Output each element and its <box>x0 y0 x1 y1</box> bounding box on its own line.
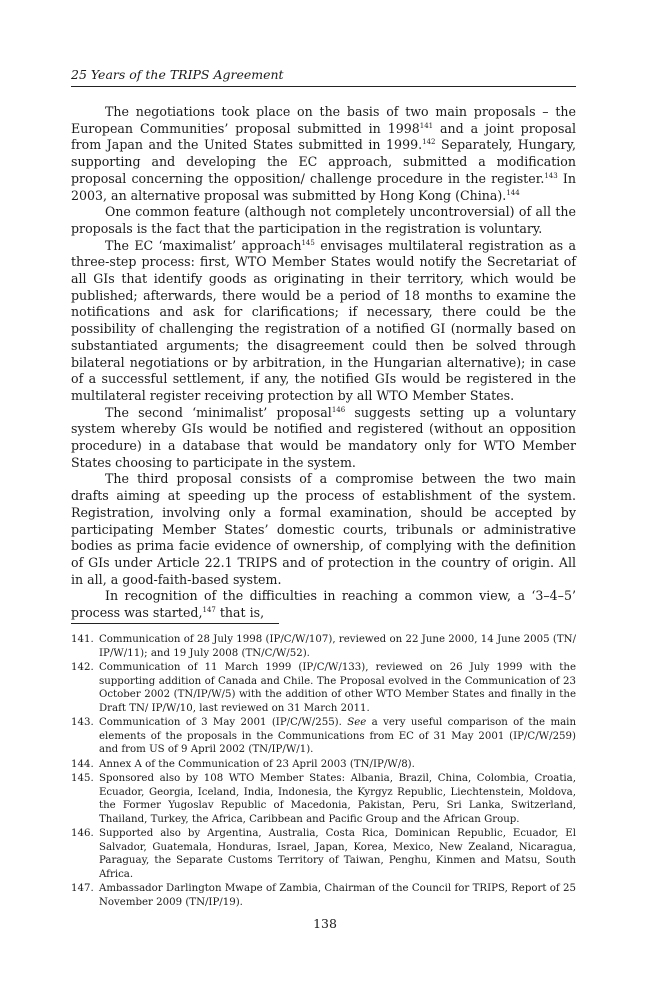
footnotes <box>71 633 576 910</box>
footnote-text <box>99 882 576 909</box>
paragraph <box>71 104 576 204</box>
text-run: The third proposal consists of a compromise between the two main drafts aiming at speeding up the process of establishment of the system. Registration, involving only a formal examination, should be accepted by participating Member States’ domestic courts, tribunals or administrative bodies as prima facie evidence of ownership, of complying with the definition of GIs under Article 22.1 TRIPS and of protection in the country of origin. All in all, a good-faith-based system. <box>71 471 576 587</box>
text-run: envisages multilateral registration as a three-step process: first, WTO Member States would notify the Secretariat of all GIs that identify goods as originating in their territory, which would be published; afterwards, there would be a period of 18 months to examine the notifications and ask for clarifications; if necessary, there could be the possibility of challenging the registration of a notified GI (normally based on substantiated arguments; the disagreement could then be solved through bilateral negotiations or by arbitration, in the Hungarian alternative); in case of a successful settlement, if any, the notified GIs would be registered in the multilateral register receiving protection by all WTO Member States. <box>71 237 577 403</box>
footnote <box>71 882 576 909</box>
text-run: Annex A of the Communication of 23 April 2003 (TN/IP/W/8). <box>99 758 415 770</box>
footnote-ref: 147 <box>202 606 216 615</box>
footnote-ref: 141 <box>419 121 434 130</box>
text-run: Communication of 11 March 1999 (IP/C/W/133), reviewed on 26 July 1999 with the supporting addition of Canada and Chile. The Proposal evolved in the Communication of 23 October 2002 (TN/IP/W/5) with the addition of other WTO Member States and finally in the Draft TN/ IP/W/10, last reviewed on 31 March 2011. <box>99 662 576 714</box>
page-number: 138 <box>313 916 337 931</box>
paragraph <box>71 588 576 621</box>
footnote-ref: 143 <box>544 171 558 180</box>
text-run: Supported also by Argentina, Australia, Costa Rica, Dominican Republic, Ecuador, El Salvador, Guatemala, Honduras, Israel, Japan, Korea, Mexico, New Zealand, Nicaragua, Paraguay, the Separate Customs Territory of Taiwan, Penghu, Kinmen and Matsu, South Africa. <box>99 828 576 880</box>
italic-text: See <box>347 717 367 728</box>
footnote-number: 147. <box>71 883 94 894</box>
text-run: Communication of 3 May 2001 (IP/C/W/255). <box>99 717 348 728</box>
footnote-text <box>99 661 576 715</box>
footnote-text <box>99 633 576 660</box>
paragraph <box>71 238 576 405</box>
footnote <box>71 758 576 772</box>
text-run: that is, <box>215 605 265 621</box>
footnote <box>71 772 576 826</box>
footnote-number: 141. <box>71 634 94 645</box>
footnote-ref: 144 <box>506 188 520 197</box>
footnote-ref: 146 <box>331 405 346 414</box>
text-run: The EC ‘maximalist’ approach <box>105 237 302 253</box>
footnote <box>71 827 576 881</box>
footnote-text <box>99 772 576 826</box>
running-head: 25 Years of the TRIPS Agreement <box>71 67 576 87</box>
text-run: Sponsored also by 108 WTO Member States: Albania, Brazil, China, Colombia, Croatia, Ecuador, Georgia, Iceland, India, Indonesia, the Kyrgyz Republic, Liechtenstein, Moldova, the Former Yugoslav Republic of Macedonia, Pakistan, Peru, Sri Lanka, Switzerland, Thailand, Turkey, the Africa, Caribbean and Pacific Group and the African Group. <box>99 773 576 825</box>
text-run: The negotiations took place on the basis of two main proposals – the European Communities’ proposal submitted in 1998 <box>71 104 576 136</box>
text-run: suggests setting up a voluntary system whereby GIs would be notified and registered (without an opposition procedure) in a database that would be mandatory only for WTO Member States choosing to participate in the system. <box>71 404 576 470</box>
text-run: One common feature (although not completely uncontroversial) of all the proposals is the fact that the participation in the registration is voluntary. <box>71 204 576 236</box>
footnote <box>71 661 576 715</box>
footnote-ref: 142 <box>422 138 436 147</box>
footnote <box>71 716 576 757</box>
body-text <box>71 104 576 622</box>
text-run: Separately, Hungary, supporting and developing the EC approach, submitted a modification proposal concerning the opposition/ challenge procedure in the register. <box>71 137 576 186</box>
text-run: Communication of 28 July 1998 (IP/C/W/107), reviewed on 22 June 2000, 14 June 2005 (TN/ IP/W/11); and 19 July 2008 (TN/C/W/52). <box>99 634 576 659</box>
text-run: In 2003, an alternative proposal was submitted by Hong Kong (China). <box>71 170 576 203</box>
footnote-number: 144. <box>71 758 94 770</box>
footnote-number: 142. <box>71 662 94 673</box>
footnote-text <box>99 827 576 881</box>
text-run: and a joint proposal from Japan and the United States submitted in 1999. <box>71 120 576 153</box>
footnote-number: 143. <box>71 717 94 728</box>
footnote-number: 146. <box>71 828 94 839</box>
text-run: The second ‘minimalist’ proposal <box>105 404 332 420</box>
footnote <box>71 633 576 660</box>
footnote-ref: 145 <box>301 238 315 247</box>
text-run: a very useful comparison of the main elements of the proposals in the Communications from EC of 31 May 2001 (IP/C/W/259) and from US of 9 April 2002 (TN/IP/W/1). <box>99 717 576 755</box>
footnote-divider <box>71 623 279 624</box>
footnote-number: 145. <box>71 773 94 784</box>
paragraph <box>71 204 576 237</box>
paragraph <box>71 405 576 472</box>
text-run: Ambassador Darlington Mwape of Zambia, Chairman of the Council for TRIPS, Report of 25 November 2009 (TN/IP/19). <box>99 883 576 908</box>
footnote-text <box>99 758 576 772</box>
footnote-text <box>99 716 576 757</box>
text-run: In recognition of the difficulties in reaching a common view, a ‘3–4–5’ process was started, <box>71 588 576 621</box>
paragraph <box>71 471 576 588</box>
